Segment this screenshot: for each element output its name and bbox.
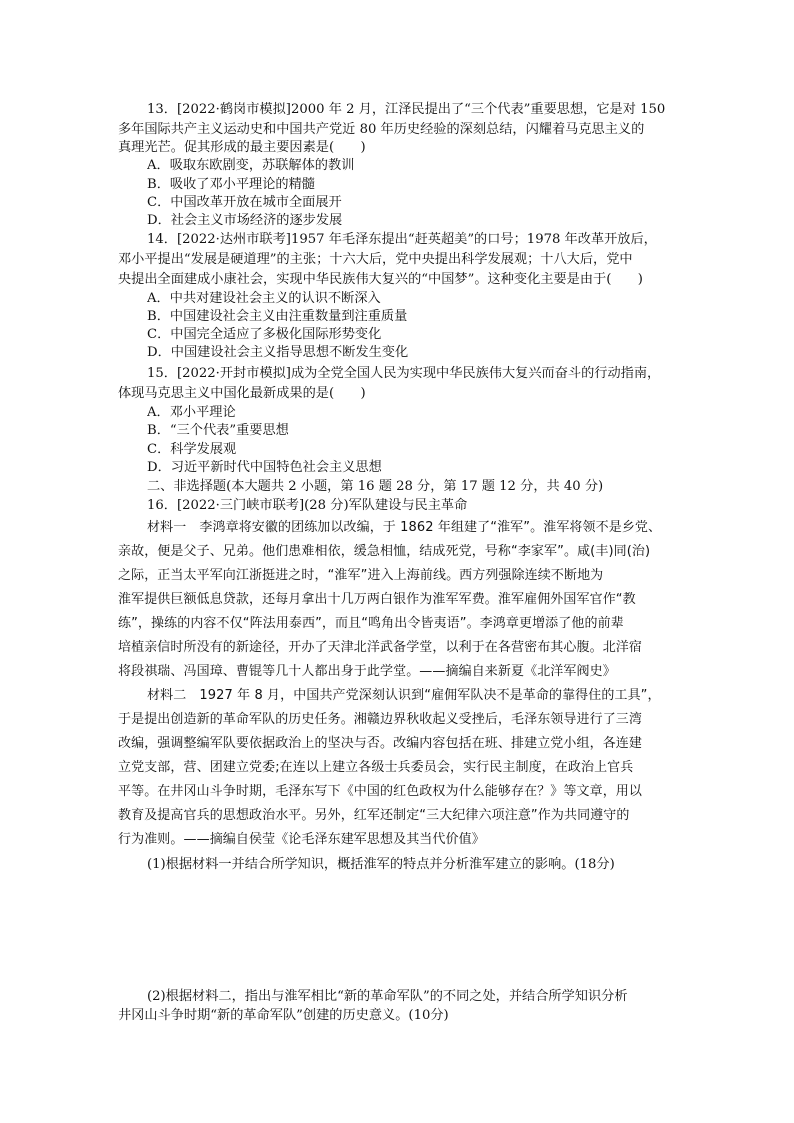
q15-option-b: B．“三个代表”重要思想 (147, 423, 289, 438)
q15-option-c: C．科学发展观 (147, 442, 237, 457)
material2-line-4: 立党支部，营、团建立党委;在连以上建立各级士兵委员会，实行民主制度，在政治上官兵 (118, 760, 634, 775)
material1-line-7: 将段祺瑞、冯国璋、曹锟等几十人都出身于此学堂。——摘编自来新夏《北洋军阀史》 (118, 664, 616, 679)
section-heading: 二、非选择题(本大题共 2 小题，第 16 题 28 分，第 17 题 12 分，共 40 分) (147, 479, 604, 494)
q14-stem-line-1: 14．[2022·达州市联考]1957 年毛泽东提出“赶英超美”的口号；1978 年改革开放后， (147, 232, 657, 247)
q15-stem-line-1: 15．[2022·开封市模拟]成为全党全国人民为实现中华民族伟大复兴而奋斗的行动指南， (147, 366, 661, 381)
q13-option-c: C．中国改革开放在城市全面展开 (147, 195, 342, 210)
q13-option-a: A．吸取东欧剧变，苏联解体的教训 (147, 158, 355, 173)
q13-stem-line-3: 真理光芒。促其形成的最主要因素是( ) (118, 140, 366, 155)
material2-line-7: 行为准则。——摘编自侯莹《论毛泽东建军思想及其当代价值》 (118, 832, 485, 847)
q15-option-d: D．习近平新时代中国特色社会主义思想 (147, 460, 382, 475)
q15-stem-line-2: 体现马克思主义中国化最新成果的是( ) (118, 386, 366, 401)
material1-line-1: 材料一 李鸿章将安徽的团练加以改编，于 1862 年组建了“淮军”。淮军将领不是乡党、 (147, 520, 662, 535)
material2-line-1: 材料二 1927 年 8 月，中国共产党深刻认识到“雇佣军队决不是革命的靠得住的工具”， (147, 688, 661, 703)
q14-option-b: B．中国建设社会主义由注重数量到注重质量 (147, 309, 408, 324)
material1-line-3: 之际，正当太平军向江浙挺进之时，“淮军”进入上海前线。西方列强除连续不断地为 (118, 568, 604, 583)
q16-title: 16．[2022·三门峡市联考](28 分)军队建设与民主革命 (147, 498, 468, 513)
material2-line-5: 平等。在井冈山斗争时期，毛泽东写下《中国的红色政权为什么能够存在？》等文章，用以 (118, 784, 643, 799)
material2-line-2: 于是提出创造新的革命军队的历史任务。湘赣边界秋收起义受挫后，毛泽东领导进行了三湾 (118, 712, 643, 727)
material1-line-5: 练”，操练的内容不仅“阵法用泰西”，而且“鸣角出令皆夷语”。李鸿章更增添了他的前辈 (118, 616, 624, 631)
q14-option-a: A．中共对建设社会主义的认识不断深入 (147, 291, 381, 306)
q14-option-d: D．中国建设社会主义指导思想不断发生变化 (147, 345, 409, 360)
q14-stem-line-3: 央提出全面建成小康社会，实现中华民族伟大复兴的“中国梦”。这种变化主要是由于( ) (118, 272, 643, 287)
material1-line-2: 亲故，便是父子、兄弟。他们患难相依，缓急相恤，结成死党，号称“李家军”。咸(丰)同(治) (118, 544, 651, 559)
q15-option-a: A．邓小平理论 (147, 405, 236, 420)
material1-line-6: 培植亲信时所没有的新途径，开办了天津北洋武备学堂，以利于在各营密布其心腹。北洋宿 (118, 640, 643, 655)
material2-line-6: 教育及提高官兵的思想政治水平。另外，红军还制定“三大纪律六项注意”作为共同遵守的 (118, 808, 630, 823)
q13-stem-line-1: 13．[2022·鹤岗市模拟]2000 年 2 月，江泽民提出了“三个代表”重要思想，它是对 150 (147, 102, 666, 117)
q13-option-d: D．社会主义市场经济的逐步发展 (147, 213, 343, 228)
q14-stem-line-2: 邓小平提出“发展是硬道理”的主张；十六大后，党中央提出科学发展观；十八大后，党中 (118, 252, 633, 267)
q16-subquestion-2-line-2: 井冈山斗争时期“新的革命军队”创建的历史意义。(10分) (118, 1008, 449, 1023)
q16-subquestion-2-line-1: (2)根据材料二，指出与淮军相比“新的革命军队”的不同之处，并结合所学知识分析 (147, 989, 628, 1004)
q13-option-b: B．吸收了邓小平理论的精髓 (147, 177, 315, 192)
q13-stem-line-2: 多年国际共产主义运动史和中国共产党近 80 年历史经验的深刻总结，闪耀着马克思主义的 (118, 122, 645, 137)
material1-line-4: 淮军提供巨额低息贷款，还每月拿出十几万两白银作为淮军军费。淮军雇佣外国军官作“教 (118, 592, 636, 607)
material2-line-3: 改编，强调整编军队要依据政治上的坚决与否。改编内容包括在班、排建立党小组，各连建 (118, 736, 643, 751)
q16-subquestion-1: (1)根据材料一并结合所学知识，概括淮军的特点并分析淮军建立的影响。(18分) (147, 857, 615, 872)
q14-option-c: C．中国完全适应了多极化国际形势变化 (147, 327, 382, 342)
